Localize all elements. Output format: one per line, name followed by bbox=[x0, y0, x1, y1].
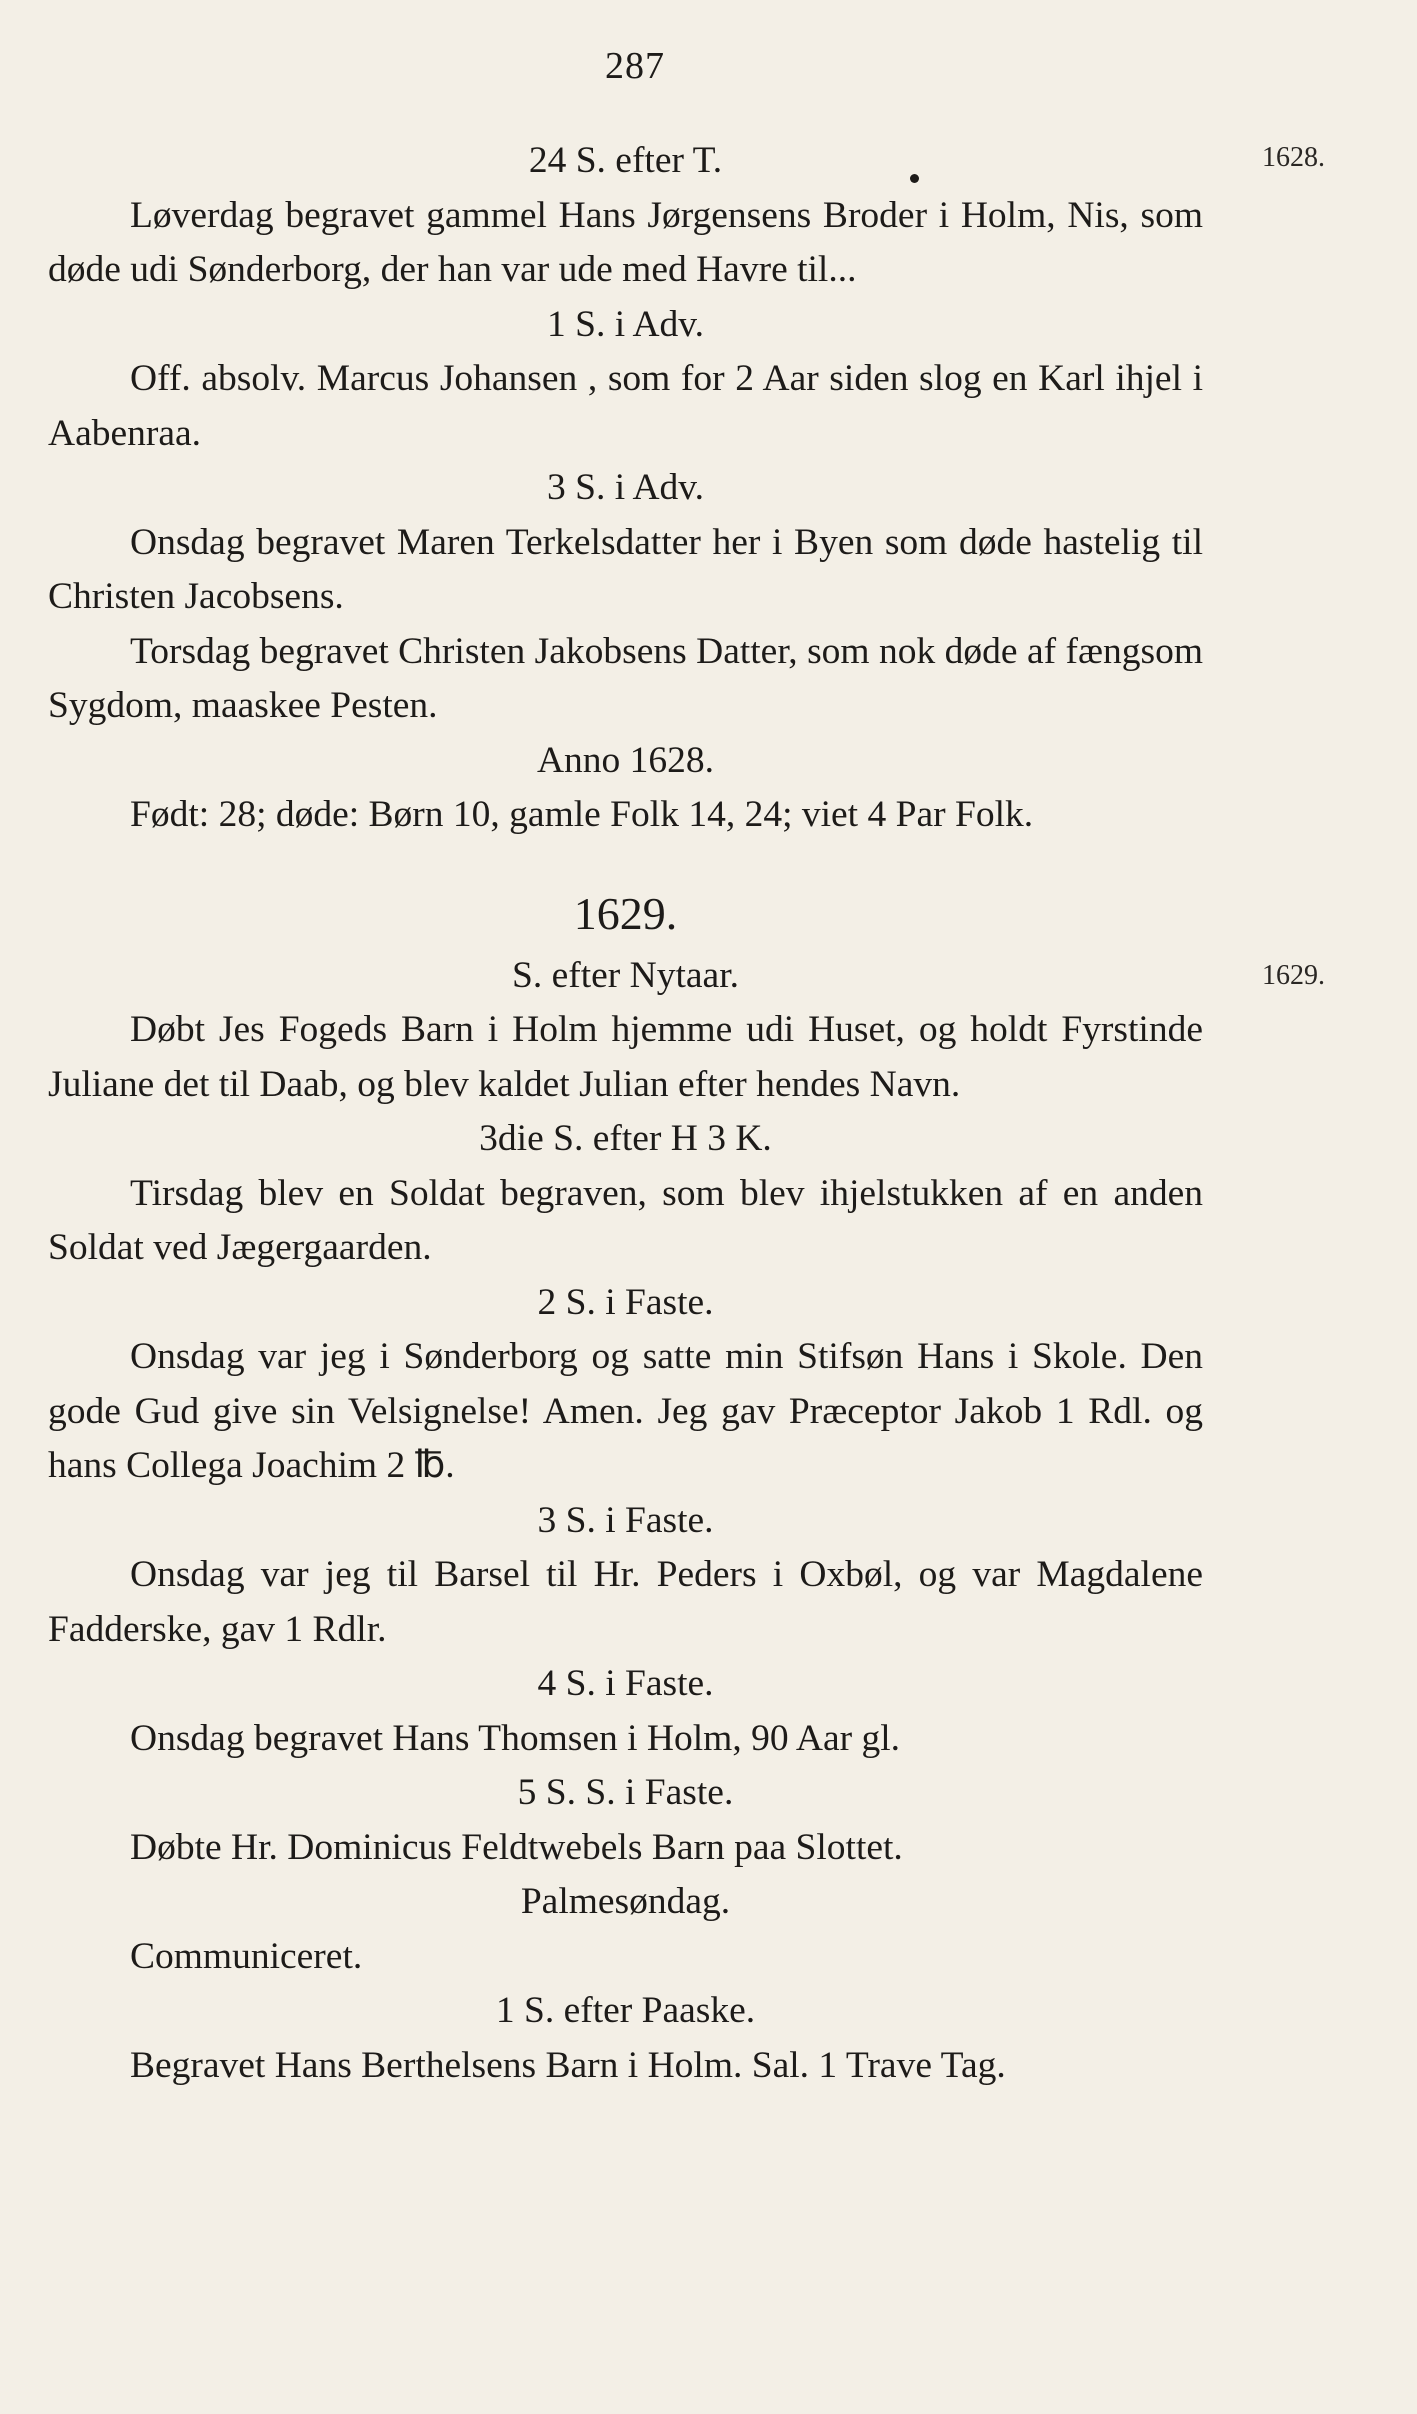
margin-year-1628: 1628. bbox=[1262, 142, 1325, 173]
entry-paragraph: Onsdag var jeg til Barsel til Hr. Peders i Oxbøl, og var Magdalene Fadderske, gav 1 Rdlr. bbox=[48, 1554, 1203, 1650]
page-number: 287 bbox=[605, 45, 665, 87]
section-heading: 24 S. efter T. bbox=[528, 140, 723, 181]
entry-paragraph: Løverdag begravet gammel Hans Jørgensens Broder i Holm, Nis, som døde udi Sønderborg, der han var ude med Havre til... bbox=[48, 194, 1203, 290]
entry-paragraph: Døbt Jes Fogeds Barn i Holm hjemme udi Huset, og holdt Fyrstinde Juliane det til Daab, og blev kaldet Julian efter hendes Navn. bbox=[48, 1009, 1203, 1105]
entry-paragraph: Off. absolv. Marcus Johansen , som for 2 Aar siden slog en Karl ihjel i Aabenraa. bbox=[48, 358, 1203, 454]
year-heading: 1629. bbox=[573, 887, 678, 939]
entry-paragraph: Født: 28; døde: Børn 10, gamle Folk 14, 24; viet 4 Par Folk. bbox=[130, 794, 1034, 835]
margin-year-1629: 1629. bbox=[1262, 960, 1325, 991]
section-heading: 3 S. i Faste. bbox=[537, 1499, 714, 1541]
section-heading: 5 S. S. i Faste. bbox=[517, 1772, 734, 1813]
page-body bbox=[48, 134, 1203, 2093]
entry-paragraph: Begravet Hans Berthelsens Barn i Holm. Sal. 1 Trave Tag. bbox=[130, 2044, 1006, 2086]
section-heading: Anno 1628. bbox=[536, 739, 715, 781]
entry-paragraph: Torsdag begravet Christen Jakobsens Datter, som nok døde af fængsom Sygdom, maaskee Pesten. bbox=[48, 630, 1203, 726]
section-heading: Palmesøndag. bbox=[520, 1881, 731, 1922]
entry-paragraph: Communiceret. bbox=[130, 1935, 363, 1977]
entry-paragraph: Onsdag var jeg i Sønderborg og satte min Stifsøn Hans i Skole. Den gode Gud give sin Velsignelse! Amen. Jeg gav Præceptor Jakob 1 Rdl. og hans Collega Joachim 2 ℔. bbox=[48, 1336, 1203, 1486]
section-heading: 2 S. i Faste. bbox=[537, 1281, 714, 1323]
section-heading: 1 S. efter Paaske. bbox=[495, 1990, 756, 2031]
section-heading: 4 S. i Faste. bbox=[537, 1663, 714, 1704]
section-heading: S. efter Nytaar. bbox=[512, 954, 739, 996]
entry-paragraph: Døbte Hr. Dominicus Feldtwebels Barn paa Slottet. bbox=[130, 1826, 903, 1868]
section-heading: 3 S. i Adv. bbox=[547, 467, 704, 508]
section-heading: 1 S. i Adv. bbox=[547, 303, 704, 345]
entry-paragraph: Onsdag begravet Hans Thomsen i Holm, 90 Aar gl. bbox=[130, 1717, 901, 1759]
entry-paragraph: Tirsdag blev en Soldat begraven, som blev ihjelstukken af en anden Soldat ved Jægergaarden. bbox=[48, 1172, 1203, 1268]
entry-paragraph: Onsdag begravet Maren Terkelsdatter her i Byen som døde hastelig til Christen Jacobsens. bbox=[48, 521, 1203, 617]
section-heading: 3die S. efter H 3 K. bbox=[479, 1118, 772, 1159]
